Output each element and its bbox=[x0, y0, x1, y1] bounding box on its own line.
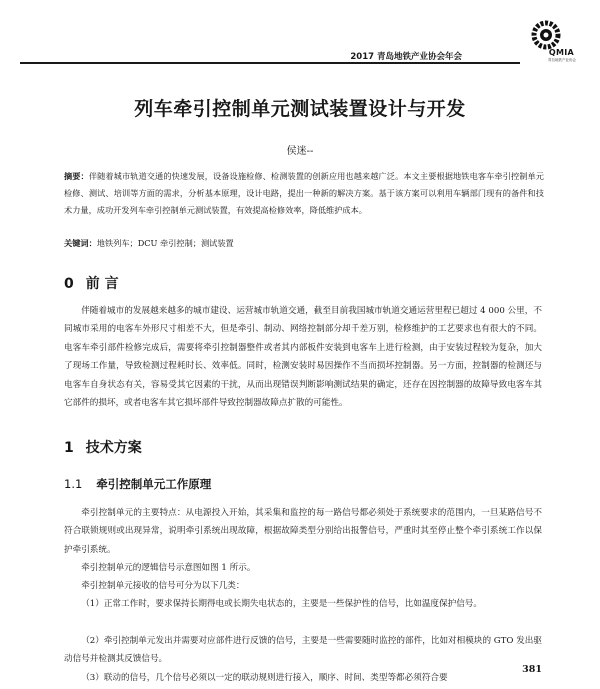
subsection-title: 牵引控制单元工作原理 bbox=[96, 477, 212, 491]
header-rule bbox=[20, 62, 520, 64]
subsection-number: 1.1 bbox=[64, 477, 83, 491]
section-heading-preface bbox=[64, 273, 119, 293]
qmia-logo bbox=[510, 20, 580, 66]
abstract-text: 伴随着城市轨道交通的快速发展，设备设施检修、检测装置的创新应用也越来越广泛。本文主要根据地铁电客车牵引控制单元检修、测试、培训等方面的需求，分析基本原理，设计电路，提出一种新的解决方案。基于该方案可以利用车辆部门现有的备件和技术力量，成功开发列车牵引控制单元测试装置，有效提高检修效率，降低维护成本。 bbox=[64, 171, 544, 215]
keywords-label: 关键词： bbox=[64, 238, 97, 248]
figure-reference-line: 牵引控制单元的逻辑信号示意图如图 1 所示。 bbox=[81, 563, 256, 573]
keywords-text: 地铁列车；DCU 牵引控制；测试装置 bbox=[96, 238, 234, 248]
conference-name: 2017 青岛地铁产业协会年会 bbox=[350, 52, 462, 62]
keywords bbox=[64, 238, 544, 249]
signal-type-item-1: （1）正常工作时，要求保持长期得电或长期失电状态的，主要是一些保护性的信号，比如温度保护信号。 bbox=[81, 599, 482, 609]
section-number: 0 bbox=[64, 276, 74, 292]
signal-type-item-2: （2）牵引控制单元发出并需要对应部件进行反馈的信号，主要是一些需要随时监控的部件，比如对相模块的 GTO 发出驱动信号并检测其反馈信号。 bbox=[64, 636, 542, 665]
author: 侯迷-- bbox=[286, 146, 314, 157]
principle-paragraph: 牵引控制单元的主要特点：从电源投入开始，其采集和监控的每一路信号都必须处于系统要求的范围内，一旦某路信号不符合联锁规则或出现异常，说明牵引系统出现故障，根据故障类型分别给出报警信号，严重时其至停止整个牵引系统工作以保护牵引系统。 bbox=[64, 508, 542, 555]
paper-title: 列车牵引控制单元测试装置设计与开发 bbox=[134, 98, 466, 120]
abstract bbox=[64, 168, 544, 219]
section-title: 技术方案 bbox=[85, 440, 142, 456]
logo-text: QMIA bbox=[548, 48, 574, 57]
page-number: 381 bbox=[522, 664, 542, 675]
section-heading-technical bbox=[64, 437, 142, 457]
signal-types-intro: 牵引控制单元接收的信号可分为以下几类： bbox=[81, 581, 245, 591]
subsection-heading bbox=[64, 476, 211, 492]
section-title: 前 言 bbox=[85, 276, 119, 292]
preface-paragraph: 伴随着城市的发展越来越多的城市建设、运营城市轨道交通，截至目前我国城市轨道交通运营里程已超过 4 000 公里，不同城市采用的电客车外形尺寸相差不大，但是牵引、制动、网络控制部分却千差万别，检修维护的工艺要求也有很大的不同。电客车牵引部件检修完成后，需要将牵引控制器整件或者其内部板件安装到电客车上进行检测，由于安装过程较为复杂，加大了现场工作量，导致检测过程耗时长、效率低。同时，检测安装时易因操作不当而损坏控制器。另一方面，控制器的检测还与电客车自身状态有关，容易受其它因素的干扰，从而出现错误判断影响测试结果的确定，还存在因控制器的故障导致电客车其它部件的损坏，或者电客车其它损坏部件导致控制器故障点扩散的可能性。 bbox=[64, 306, 542, 409]
section-number: 1 bbox=[64, 440, 74, 456]
signal-type-item-3: （3）联动的信号，几个信号必须以一定的联动规则进行接入，顺序、时间、类型等都必须符合要 bbox=[81, 673, 448, 683]
page-header bbox=[20, 20, 580, 66]
logo-subtitle: 青岛地铁产业协会 bbox=[548, 58, 576, 62]
abstract-label: 摘要： bbox=[64, 171, 89, 181]
